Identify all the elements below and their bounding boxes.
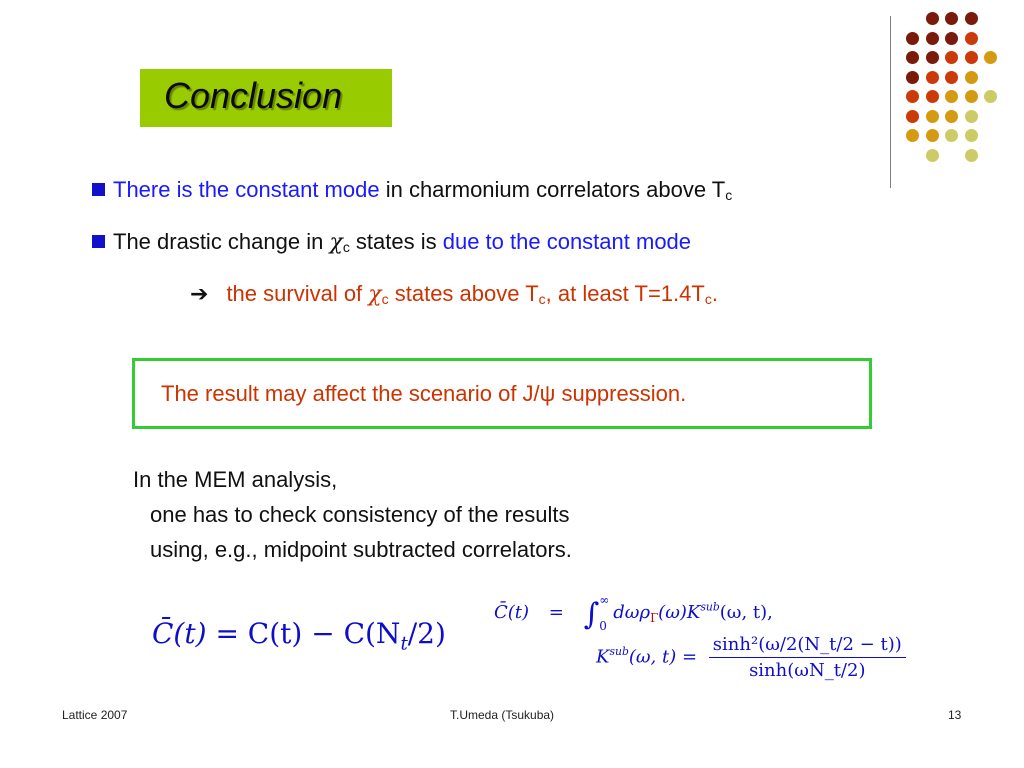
decorative-dot (926, 32, 939, 45)
eq-left-rhs: = C(t) − C(N (215, 617, 401, 650)
kernel-numerator: sinh²(ω/2(N_t/2 − t)) (709, 634, 906, 658)
chi-subscript: c (342, 239, 350, 255)
decorative-dot (926, 149, 939, 162)
decorative-dot (984, 90, 997, 103)
decorative-dot (906, 129, 919, 142)
kernel-lhs-rest: (ω, t) = (628, 646, 698, 668)
bullet-2-highlight: due to the constant mode (442, 229, 692, 254)
decorative-dot (945, 32, 958, 45)
footer-conference: Lattice 2007 (62, 708, 128, 722)
mem-note-2: one has to check consistency of the results (150, 502, 570, 527)
bullet-constant-mode (92, 177, 732, 208)
equation-midpoint-subtracted (152, 617, 446, 654)
mem-note-1: In the MEM analysis, (133, 467, 338, 492)
eq-right-sup: sub (700, 600, 720, 614)
implication-text-3: , at least T=1.4T (545, 281, 705, 306)
implication-text-1: the survival of (226, 281, 369, 306)
decorative-dot (926, 129, 939, 142)
decorative-dot (945, 90, 958, 103)
decorative-dot (984, 51, 997, 64)
decorative-dot (945, 12, 958, 25)
tc-subscript-2: c (704, 291, 712, 307)
kernel-sup: sub (609, 644, 629, 658)
slide-title: Conclusion (164, 75, 343, 116)
bullet-1-highlight: There is the constant mode (113, 177, 380, 202)
kernel-denominator: sinh(ωN_t/2) (749, 660, 866, 681)
footer-page-number: 13 (948, 708, 962, 722)
decorative-dot (965, 71, 978, 84)
decorative-dot (965, 32, 978, 45)
decorative-dot (965, 110, 978, 123)
bullet-2-text-2: states is (349, 229, 443, 254)
bullet-square-icon (92, 235, 105, 248)
eq-right-body: dωρ (613, 602, 651, 623)
bullet-drastic-change (92, 229, 691, 260)
decorative-dot (926, 71, 939, 84)
decorative-dot (926, 51, 939, 64)
decorative-dot (945, 129, 958, 142)
title-box (140, 69, 392, 127)
chi-symbol: χ (368, 282, 382, 307)
decorative-dot (965, 149, 978, 162)
kernel-lhs: K (596, 646, 610, 668)
decorative-dot (945, 51, 958, 64)
decorative-dot (965, 90, 978, 103)
eq-right-body-rest: (ω)K (658, 602, 701, 623)
decorative-dot (926, 110, 939, 123)
equation-spectral-line-1 (494, 587, 773, 639)
integral-upper: ∞ (599, 593, 610, 607)
decorative-dot (906, 110, 919, 123)
chi-symbol: χ (329, 230, 343, 255)
bullet-2-text: The drastic change in (113, 229, 330, 254)
chi-subscript: c (381, 291, 389, 307)
bullet-1-text: in charmonium correlators above T (379, 177, 726, 202)
bullet-square-icon (92, 183, 105, 196)
implication-line (190, 281, 718, 312)
integral-symbol: ∫ (583, 597, 600, 632)
implication-text-4: . (711, 281, 718, 306)
decorative-dot (965, 12, 978, 25)
decorative-dot (926, 12, 939, 25)
integral-lower: 0 (599, 619, 607, 633)
decorative-dot (965, 129, 978, 142)
result-box (132, 358, 872, 429)
decorative-dot (906, 51, 919, 64)
decorative-dot (965, 51, 978, 64)
tc-subscript: c (538, 291, 546, 307)
decorative-dot (945, 71, 958, 84)
eq-right-lhs: C̄(t) (494, 602, 530, 623)
arrow-right-icon: ➔ (190, 281, 209, 306)
result-text: The result may affect the scenario of J/ψ suppression. (161, 381, 687, 406)
decorative-dot (906, 71, 919, 84)
footer-author: T.Umeda (Tsukuba) (450, 708, 555, 722)
equation-kernel-line-2 (596, 634, 906, 681)
eq-right-end: (ω, t), (719, 602, 773, 623)
decorative-dot (906, 90, 919, 103)
decorative-dot (945, 110, 958, 123)
mem-note-3: using, e.g., midpoint subtracted correlators. (150, 537, 572, 562)
eq-left-lhs: C̄(t) (152, 617, 207, 650)
decorative-dot (926, 90, 939, 103)
bullet-1-subscript: c (725, 187, 733, 203)
eq-right-gamma: Γ (650, 611, 659, 626)
eq-left-end: /2) (407, 617, 446, 650)
decorative-dot-grid (906, 12, 1006, 162)
decorative-dot (906, 32, 919, 45)
implication-text-2: states above T (388, 281, 539, 306)
eq-left-sub: t (400, 633, 408, 655)
eq-right-equals: = (548, 602, 564, 623)
decorative-divider-line (890, 16, 891, 188)
